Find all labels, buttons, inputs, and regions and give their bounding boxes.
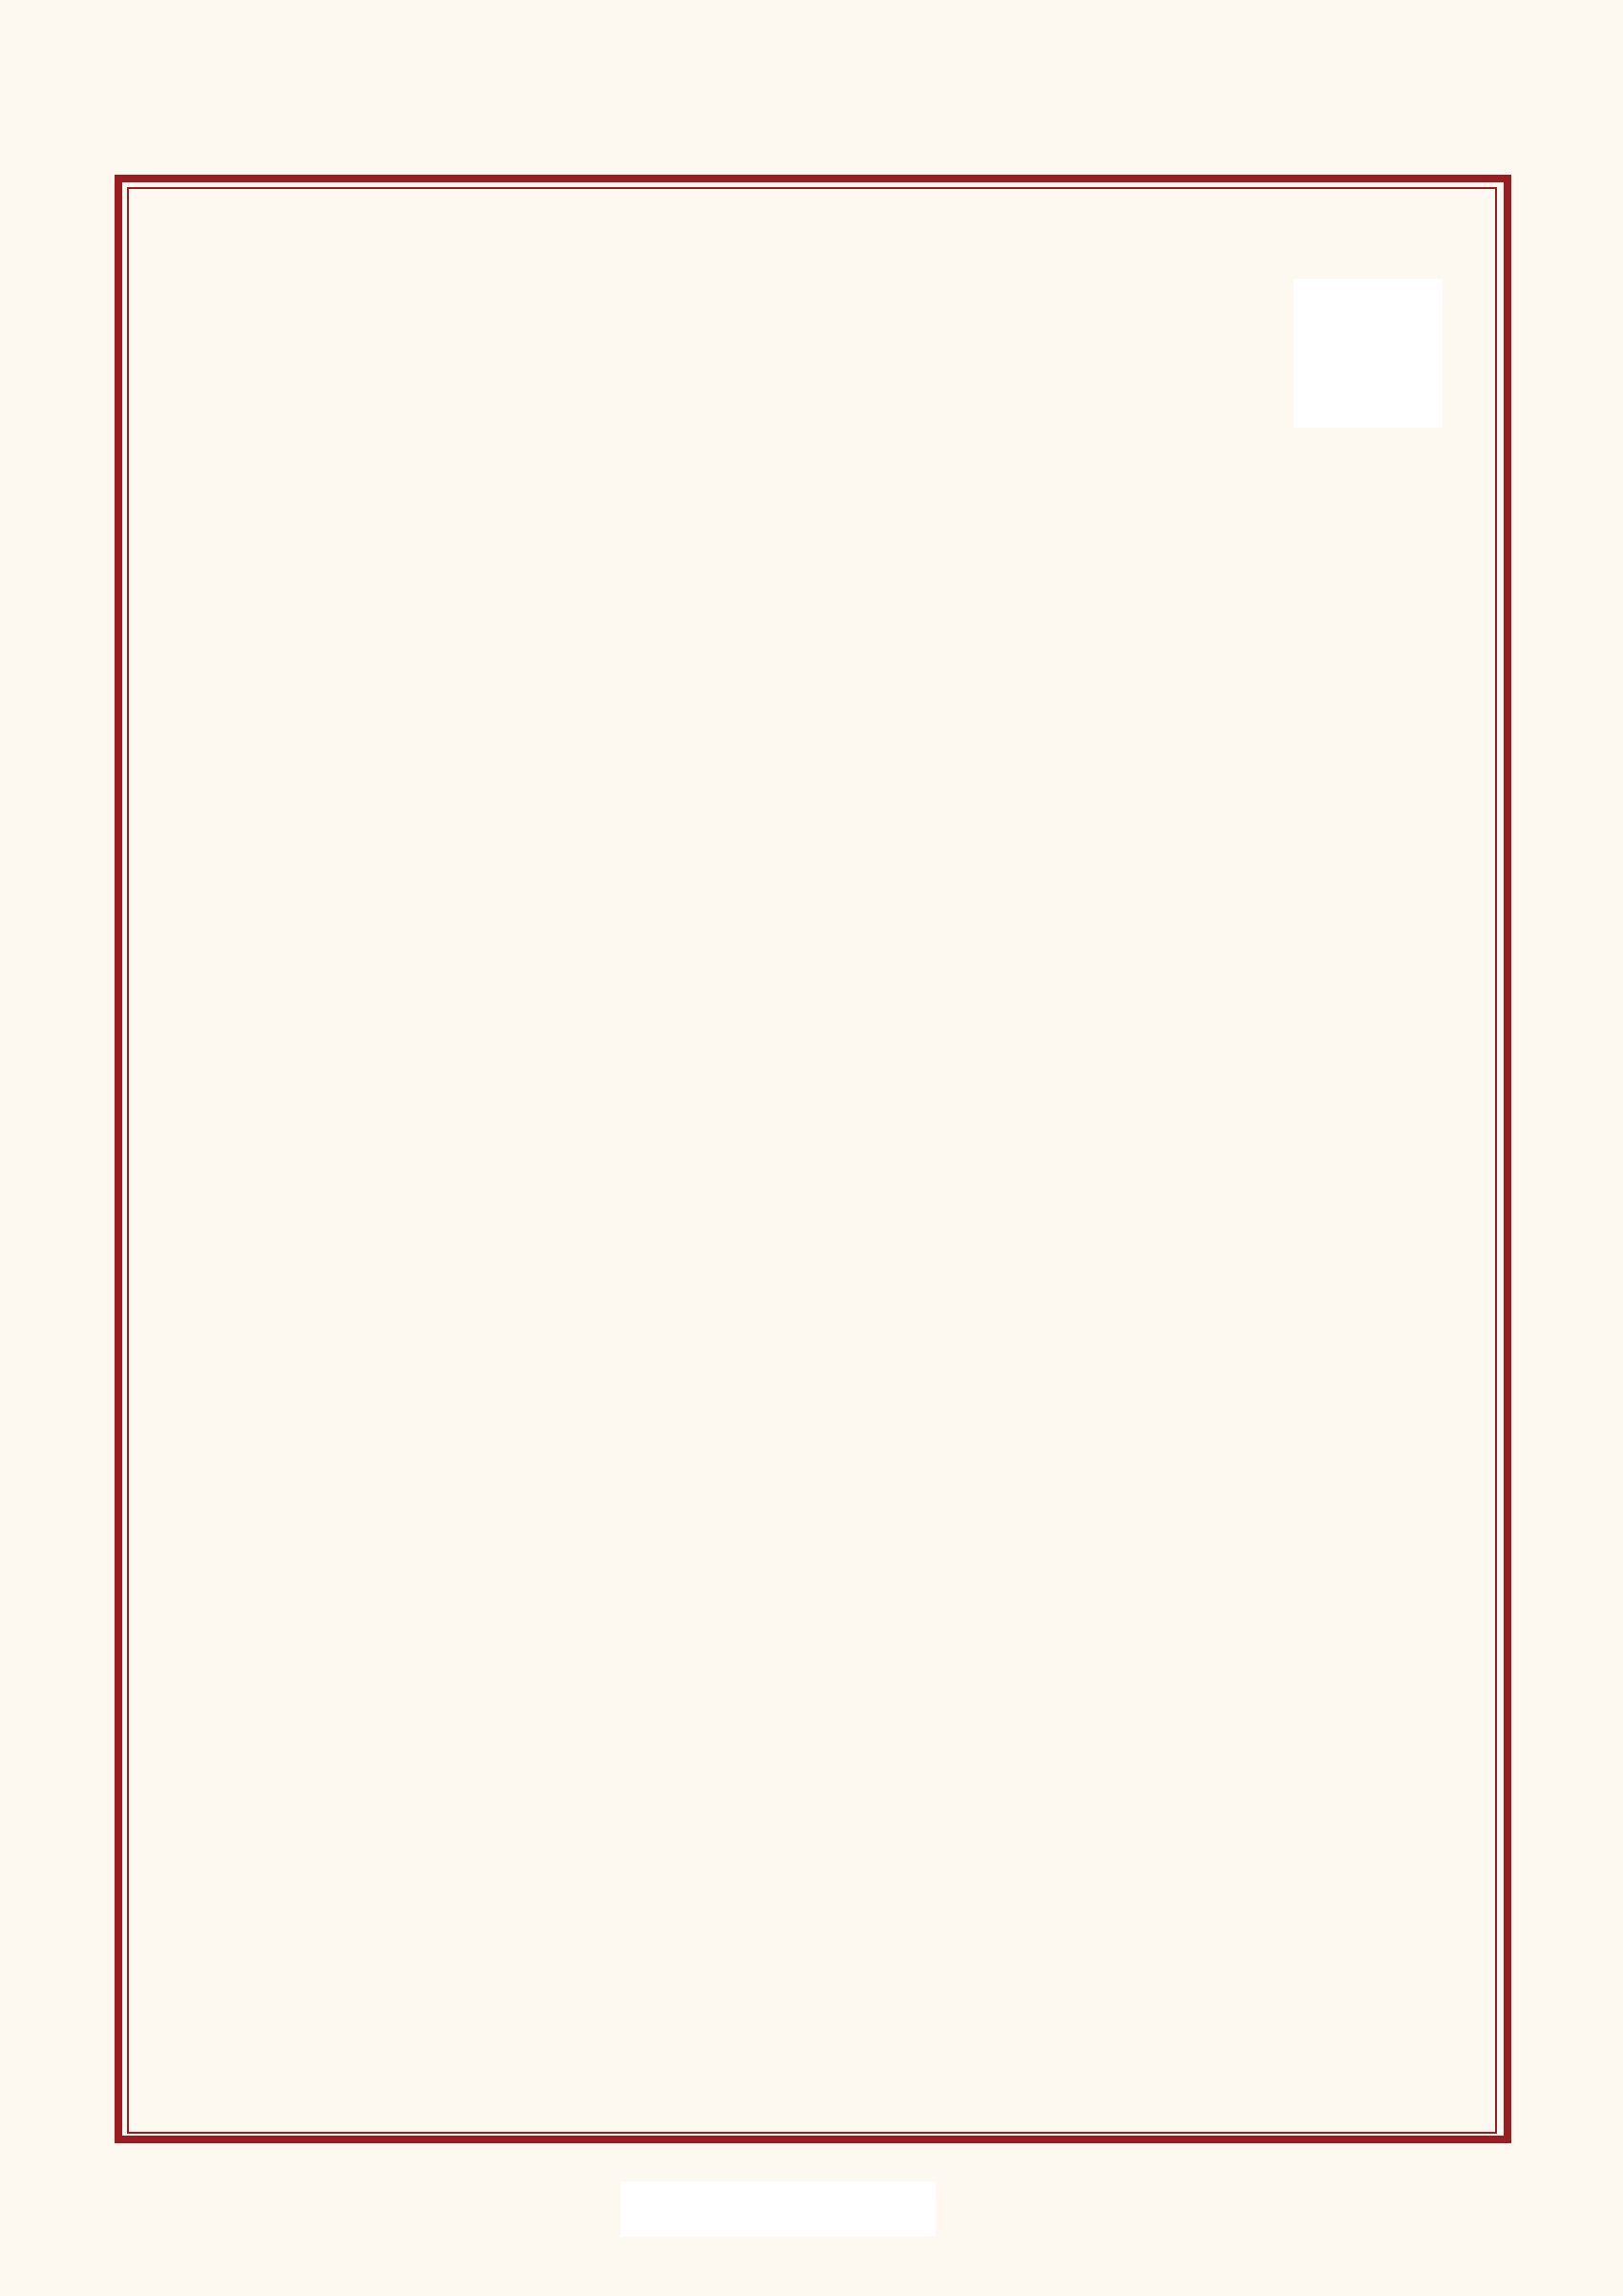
- qr-code: [1294, 279, 1443, 428]
- cnipa-logo-icon: [709, 277, 931, 473]
- official-seal: [966, 1699, 1410, 2143]
- continuation-note: [621, 2181, 936, 2237]
- grant-row: [215, 1262, 396, 1296]
- barcode: [232, 1718, 678, 1754]
- legal-text: [212, 1327, 1445, 1336]
- director-signature-handwriting: [377, 1812, 740, 2012]
